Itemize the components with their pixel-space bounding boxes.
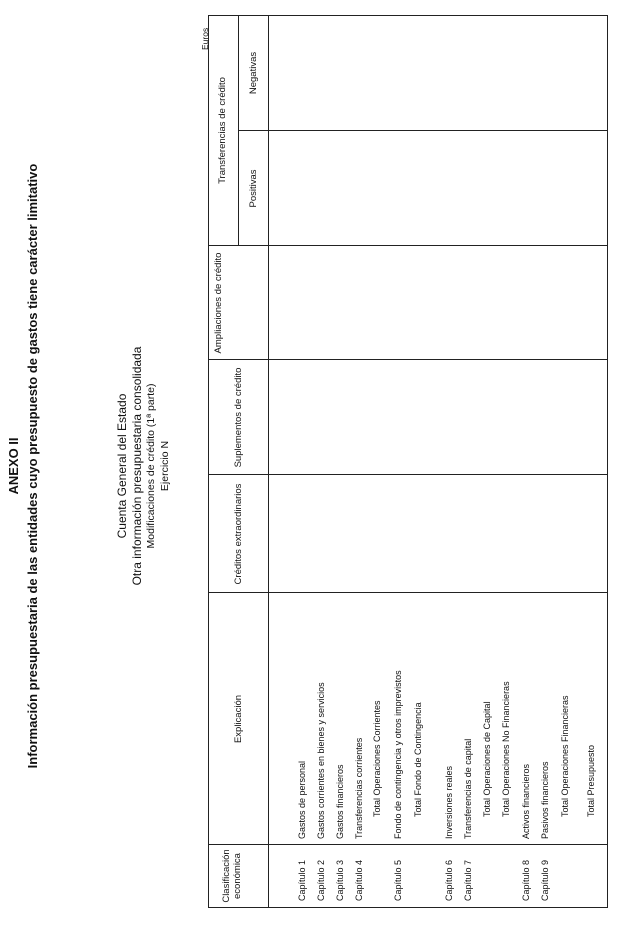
header-suplementos: Suplementos de crédito <box>233 367 244 468</box>
header-ampliaciones: Ampliaciones de crédito <box>213 252 224 354</box>
header-negativas: Negativas <box>248 51 259 95</box>
row-label: Transferencias de capital <box>463 738 473 839</box>
report-subtitle: Otra información presupuestaria consolidada <box>130 346 144 586</box>
row-label: Fondo de contingencia y otros imprevistos <box>393 670 403 839</box>
row-total: Total Operaciones No Financieras <box>501 681 511 817</box>
header-clasificacion-line1: Clasificación <box>221 849 232 903</box>
annex-subtitle: Información presupuestaria de las entidades cuyo presupuesto de gastos tiene carácter limitativo <box>25 163 40 769</box>
row-code: Capítulo 7 <box>463 859 473 901</box>
header-clasificacion-line2: económica <box>232 853 243 899</box>
column-divider <box>238 130 607 131</box>
row-total: Total Operaciones Corrientes <box>372 700 382 817</box>
row-code: Capítulo 9 <box>540 859 550 901</box>
row-code: Capítulo 2 <box>316 859 326 901</box>
row-label: Activos financieros <box>521 763 531 839</box>
row-label: Gastos de personal <box>297 760 307 839</box>
annex-title: ANEXO II <box>6 437 21 495</box>
row-code: Capítulo 1 <box>297 859 307 901</box>
header-transferencias: Transferencias de crédito <box>217 77 228 184</box>
row-total: Total Operaciones Financieras <box>560 695 570 817</box>
report-title: Cuenta General del Estado <box>115 393 129 539</box>
currency-label: Euros <box>200 27 210 50</box>
header-explicacion: Explicación <box>233 694 244 744</box>
header-divider <box>268 16 269 907</box>
report-section: Modificaciones de crédito (1ª parte) <box>145 383 157 549</box>
row-code: Capítulo 8 <box>521 859 531 901</box>
report-year: Ejercicio N <box>159 440 171 492</box>
row-code: Capítulo 3 <box>335 859 345 901</box>
row-label: Pasivos financieros <box>540 761 550 839</box>
row-label: Gastos corrientes en bienes y servicios <box>316 682 326 839</box>
row-code: Capítulo 4 <box>354 859 364 901</box>
header-creditos-extraordinarios: Créditos extraordinarios <box>233 483 244 585</box>
row-label: Inversiones reales <box>444 765 454 839</box>
row-total: Total Fondo de Contingencia <box>413 702 423 817</box>
header-subdivider <box>238 16 239 246</box>
row-code: Capítulo 6 <box>444 859 454 901</box>
header-positivas: Positivas <box>248 169 259 208</box>
row-label: Transferencias corrientes <box>354 737 364 839</box>
header-clasificacion <box>221 845 243 907</box>
budget-table <box>208 15 608 908</box>
row-label: Gastos financieros <box>335 764 345 839</box>
row-total: Total Operaciones de Capital <box>482 701 492 817</box>
row-total: Total Presupuesto <box>586 744 596 817</box>
row-code: Capítulo 5 <box>393 859 403 901</box>
